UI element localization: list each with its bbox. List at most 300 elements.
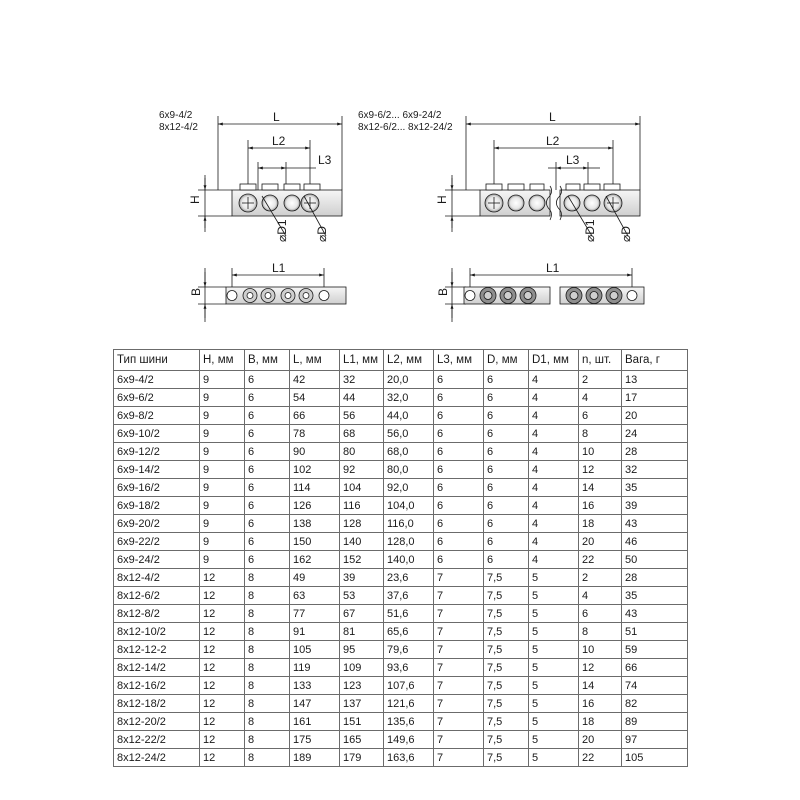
busbar-type-cell: 8x12-20/2 bbox=[114, 713, 200, 731]
right-caption-line1: 6x9-6/2... 6x9-24/2 bbox=[358, 110, 442, 121]
table-cell: 104 bbox=[340, 479, 384, 497]
table-cell: 104,0 bbox=[384, 497, 434, 515]
table-cell: 5 bbox=[529, 623, 579, 641]
table-cell: 5 bbox=[529, 695, 579, 713]
table-cell: 7,5 bbox=[484, 569, 529, 587]
table-cell: 12 bbox=[579, 659, 622, 677]
left-label-D1: ⌀D1 bbox=[275, 219, 289, 242]
table-cell: 66 bbox=[290, 407, 340, 425]
table-cell: 51 bbox=[622, 623, 688, 641]
table-cell: 54 bbox=[290, 389, 340, 407]
table-cell: 77 bbox=[290, 605, 340, 623]
table-cell: 189 bbox=[290, 749, 340, 767]
table-cell: 5 bbox=[529, 605, 579, 623]
table-row bbox=[114, 515, 688, 533]
right-label-D1: ⌀D1 bbox=[583, 219, 597, 242]
table-cell: 6 bbox=[245, 497, 290, 515]
left-label-L2: L2 bbox=[272, 134, 286, 148]
table-cell: 56,0 bbox=[384, 425, 434, 443]
table-cell: 7,5 bbox=[484, 587, 529, 605]
column-header: H, мм bbox=[200, 350, 245, 371]
table-cell: 7 bbox=[434, 587, 484, 605]
table-cell: 8 bbox=[245, 695, 290, 713]
busbar-type-cell: 6x9-16/2 bbox=[114, 479, 200, 497]
table-cell: 6 bbox=[434, 551, 484, 569]
column-header: L3, мм bbox=[434, 350, 484, 371]
table-cell: 12 bbox=[200, 677, 245, 695]
table-cell: 7,5 bbox=[484, 659, 529, 677]
table-cell: 6 bbox=[434, 479, 484, 497]
table-cell: 105 bbox=[622, 749, 688, 767]
table-cell: 9 bbox=[200, 461, 245, 479]
table-cell: 92 bbox=[340, 461, 384, 479]
busbar-type-cell: 6x9-12/2 bbox=[114, 443, 200, 461]
drawings-svg bbox=[0, 0, 800, 345]
right-label-L2: L2 bbox=[546, 134, 560, 148]
table-cell: 6 bbox=[434, 425, 484, 443]
table-cell: 16 bbox=[579, 695, 622, 713]
table-row bbox=[114, 443, 688, 461]
table-cell: 8 bbox=[245, 569, 290, 587]
right-label-L3: L3 bbox=[566, 153, 580, 167]
table-cell: 163,6 bbox=[384, 749, 434, 767]
table-row bbox=[114, 587, 688, 605]
table-cell: 6 bbox=[434, 497, 484, 515]
table-cell: 5 bbox=[529, 641, 579, 659]
left-label-H: H bbox=[188, 195, 202, 204]
table-cell: 4 bbox=[529, 551, 579, 569]
table-cell: 51,6 bbox=[384, 605, 434, 623]
table-cell: 32 bbox=[340, 371, 384, 389]
table-cell: 43 bbox=[622, 515, 688, 533]
table-row bbox=[114, 713, 688, 731]
table-cell: 7 bbox=[434, 605, 484, 623]
table-body bbox=[114, 371, 688, 767]
table-cell: 6 bbox=[434, 515, 484, 533]
table-cell: 102 bbox=[290, 461, 340, 479]
table-cell: 6 bbox=[484, 407, 529, 425]
table-cell: 32 bbox=[622, 461, 688, 479]
table-cell: 12 bbox=[200, 731, 245, 749]
table-cell: 7,5 bbox=[484, 641, 529, 659]
table-cell: 7,5 bbox=[484, 695, 529, 713]
column-header: n, шт. bbox=[579, 350, 622, 371]
busbar-type-cell: 8x12-8/2 bbox=[114, 605, 200, 623]
table-cell: 7,5 bbox=[484, 713, 529, 731]
table-cell: 14 bbox=[579, 479, 622, 497]
table-cell: 6 bbox=[245, 551, 290, 569]
table-cell: 9 bbox=[200, 371, 245, 389]
table-cell: 6 bbox=[245, 389, 290, 407]
busbar-type-cell: 6x9-22/2 bbox=[114, 533, 200, 551]
table-cell: 12 bbox=[579, 461, 622, 479]
table-row bbox=[114, 371, 688, 389]
table-cell: 109 bbox=[340, 659, 384, 677]
table-cell: 35 bbox=[622, 479, 688, 497]
table-cell: 128,0 bbox=[384, 533, 434, 551]
table-cell: 123 bbox=[340, 677, 384, 695]
table-cell: 4 bbox=[529, 407, 579, 425]
table-cell: 28 bbox=[622, 443, 688, 461]
table-cell: 82 bbox=[622, 695, 688, 713]
table-cell: 6 bbox=[434, 371, 484, 389]
table-cell: 7 bbox=[434, 569, 484, 587]
table-cell: 12 bbox=[200, 605, 245, 623]
table-cell: 8 bbox=[579, 425, 622, 443]
column-header: L2, мм bbox=[384, 350, 434, 371]
table-cell: 6 bbox=[245, 461, 290, 479]
table-cell: 37,6 bbox=[384, 587, 434, 605]
table-row bbox=[114, 749, 688, 767]
table-cell: 150 bbox=[290, 533, 340, 551]
table-cell: 8 bbox=[245, 641, 290, 659]
table-cell: 133 bbox=[290, 677, 340, 695]
table-row bbox=[114, 695, 688, 713]
table-cell: 5 bbox=[529, 569, 579, 587]
table-cell: 5 bbox=[529, 587, 579, 605]
table-cell: 116 bbox=[340, 497, 384, 515]
table-cell: 6 bbox=[484, 479, 529, 497]
table-cell: 12 bbox=[200, 659, 245, 677]
column-header: L, мм bbox=[290, 350, 340, 371]
left-caption-line2: 8x12-4/2 bbox=[159, 122, 198, 133]
table-cell: 6 bbox=[245, 371, 290, 389]
busbar-type-cell: 8x12-4/2 bbox=[114, 569, 200, 587]
table-cell: 67 bbox=[340, 605, 384, 623]
left-label-B: B bbox=[189, 287, 203, 296]
right-label-B: B bbox=[436, 287, 450, 296]
table-cell: 12 bbox=[200, 641, 245, 659]
table-cell: 151 bbox=[340, 713, 384, 731]
table-cell: 175 bbox=[290, 731, 340, 749]
left-label-L1: L1 bbox=[272, 261, 286, 275]
table-row bbox=[114, 623, 688, 641]
table-cell: 6 bbox=[434, 533, 484, 551]
table-cell: 89 bbox=[622, 713, 688, 731]
table-cell: 6 bbox=[245, 533, 290, 551]
table-cell: 49 bbox=[290, 569, 340, 587]
table-cell: 5 bbox=[529, 713, 579, 731]
table-cell: 9 bbox=[200, 551, 245, 569]
table-cell: 128 bbox=[340, 515, 384, 533]
table-cell: 43 bbox=[622, 605, 688, 623]
busbar-type-cell: 8x12-14/2 bbox=[114, 659, 200, 677]
table-cell: 7 bbox=[434, 677, 484, 695]
table-cell: 18 bbox=[579, 713, 622, 731]
table-cell: 93,6 bbox=[384, 659, 434, 677]
table-cell: 116,0 bbox=[384, 515, 434, 533]
table-row bbox=[114, 731, 688, 749]
table-cell: 9 bbox=[200, 533, 245, 551]
table-cell: 68,0 bbox=[384, 443, 434, 461]
table-cell: 56 bbox=[340, 407, 384, 425]
table-cell: 4 bbox=[529, 389, 579, 407]
table-cell: 114 bbox=[290, 479, 340, 497]
table-cell: 23,6 bbox=[384, 569, 434, 587]
busbar-type-cell: 8x12-22/2 bbox=[114, 731, 200, 749]
table-cell: 162 bbox=[290, 551, 340, 569]
table-cell: 6 bbox=[245, 479, 290, 497]
table-cell: 6 bbox=[484, 425, 529, 443]
table-cell: 137 bbox=[340, 695, 384, 713]
table-cell: 12 bbox=[200, 695, 245, 713]
busbar-type-cell: 6x9-8/2 bbox=[114, 407, 200, 425]
table-cell: 8 bbox=[245, 659, 290, 677]
table-row bbox=[114, 677, 688, 695]
table-cell: 28 bbox=[622, 569, 688, 587]
busbar-type-cell: 8x12-6/2 bbox=[114, 587, 200, 605]
table-cell: 7,5 bbox=[484, 623, 529, 641]
table-row bbox=[114, 389, 688, 407]
table-cell: 107,6 bbox=[384, 677, 434, 695]
header-row bbox=[114, 350, 688, 371]
table-cell: 5 bbox=[529, 749, 579, 767]
left-caption-line1: 6x9-4/2 bbox=[159, 110, 193, 121]
busbar-type-cell: 8x12-16/2 bbox=[114, 677, 200, 695]
table-cell: 17 bbox=[622, 389, 688, 407]
table-cell: 78 bbox=[290, 425, 340, 443]
table-cell: 7 bbox=[434, 659, 484, 677]
table-cell: 6 bbox=[245, 425, 290, 443]
column-header: Тип шини bbox=[114, 350, 200, 371]
table-cell: 22 bbox=[579, 749, 622, 767]
table-cell: 91 bbox=[290, 623, 340, 641]
busbar-type-cell: 8x12-18/2 bbox=[114, 695, 200, 713]
right-label-L: L bbox=[549, 110, 556, 124]
table-cell: 4 bbox=[529, 461, 579, 479]
table-cell: 6 bbox=[434, 407, 484, 425]
table-cell: 8 bbox=[245, 587, 290, 605]
table-row bbox=[114, 479, 688, 497]
specifications-table bbox=[113, 349, 688, 767]
table-cell: 42 bbox=[290, 371, 340, 389]
table-cell: 140 bbox=[340, 533, 384, 551]
table-cell: 4 bbox=[529, 533, 579, 551]
table-cell: 4 bbox=[529, 371, 579, 389]
table-cell: 147 bbox=[290, 695, 340, 713]
table-cell: 32,0 bbox=[384, 389, 434, 407]
table-cell: 9 bbox=[200, 443, 245, 461]
table-cell: 6 bbox=[579, 605, 622, 623]
table-cell: 20 bbox=[579, 731, 622, 749]
table-cell: 6 bbox=[245, 515, 290, 533]
table-cell: 135,6 bbox=[384, 713, 434, 731]
table-cell: 7,5 bbox=[484, 731, 529, 749]
right-label-D: ⌀D bbox=[619, 226, 633, 242]
table-cell: 2 bbox=[579, 371, 622, 389]
table-cell: 10 bbox=[579, 641, 622, 659]
table-cell: 8 bbox=[245, 677, 290, 695]
table-cell: 8 bbox=[245, 605, 290, 623]
table-cell: 20 bbox=[579, 533, 622, 551]
table-cell: 4 bbox=[529, 479, 579, 497]
table-cell: 6 bbox=[484, 551, 529, 569]
table-cell: 7,5 bbox=[484, 677, 529, 695]
busbar-type-cell: 6x9-24/2 bbox=[114, 551, 200, 569]
table-cell: 13 bbox=[622, 371, 688, 389]
busbar-type-cell: 6x9-6/2 bbox=[114, 389, 200, 407]
busbar-type-cell: 6x9-14/2 bbox=[114, 461, 200, 479]
table-cell: 6 bbox=[484, 461, 529, 479]
table-cell: 6 bbox=[484, 389, 529, 407]
table-row bbox=[114, 497, 688, 515]
table-cell: 9 bbox=[200, 479, 245, 497]
table-header bbox=[114, 350, 688, 371]
table-cell: 8 bbox=[245, 713, 290, 731]
table-cell: 6 bbox=[434, 389, 484, 407]
table-cell: 10 bbox=[579, 443, 622, 461]
table-cell: 6 bbox=[484, 497, 529, 515]
busbar-type-cell: 8x12-12-2 bbox=[114, 641, 200, 659]
table-cell: 9 bbox=[200, 497, 245, 515]
column-header: D1, мм bbox=[529, 350, 579, 371]
table-cell: 4 bbox=[579, 587, 622, 605]
table-cell: 12 bbox=[200, 749, 245, 767]
table-cell: 6 bbox=[579, 407, 622, 425]
table-cell: 59 bbox=[622, 641, 688, 659]
table-cell: 39 bbox=[622, 497, 688, 515]
table-cell: 6 bbox=[245, 443, 290, 461]
table-cell: 5 bbox=[529, 659, 579, 677]
table-cell: 35 bbox=[622, 587, 688, 605]
busbar-type-cell: 6x9-20/2 bbox=[114, 515, 200, 533]
table-cell: 7 bbox=[434, 713, 484, 731]
table-cell: 8 bbox=[579, 623, 622, 641]
table-cell: 63 bbox=[290, 587, 340, 605]
table-cell: 9 bbox=[200, 389, 245, 407]
table-cell: 179 bbox=[340, 749, 384, 767]
table-cell: 68 bbox=[340, 425, 384, 443]
left-label-L3: L3 bbox=[318, 153, 332, 167]
table-row bbox=[114, 533, 688, 551]
busbar-type-cell: 6x9-10/2 bbox=[114, 425, 200, 443]
table-cell: 97 bbox=[622, 731, 688, 749]
table-cell: 9 bbox=[200, 425, 245, 443]
table-cell: 53 bbox=[340, 587, 384, 605]
table-cell: 7 bbox=[434, 695, 484, 713]
table-cell: 12 bbox=[200, 713, 245, 731]
table-cell: 44,0 bbox=[384, 407, 434, 425]
table-cell: 95 bbox=[340, 641, 384, 659]
table-cell: 7,5 bbox=[484, 749, 529, 767]
table-cell: 161 bbox=[290, 713, 340, 731]
table-cell: 4 bbox=[529, 515, 579, 533]
column-header: B, мм bbox=[245, 350, 290, 371]
right-caption-line2: 8x12-6/2... 8x12-24/2 bbox=[358, 122, 453, 133]
right-label-H: H bbox=[435, 195, 449, 204]
table-cell: 6 bbox=[434, 461, 484, 479]
table-cell: 140,0 bbox=[384, 551, 434, 569]
table-cell: 4 bbox=[529, 425, 579, 443]
table-cell: 149,6 bbox=[384, 731, 434, 749]
column-header: D, мм bbox=[484, 350, 529, 371]
table-cell: 7 bbox=[434, 623, 484, 641]
table-cell: 6 bbox=[434, 443, 484, 461]
table-cell: 2 bbox=[579, 569, 622, 587]
table-cell: 81 bbox=[340, 623, 384, 641]
table-cell: 7,5 bbox=[484, 605, 529, 623]
table-cell: 20,0 bbox=[384, 371, 434, 389]
table-cell: 4 bbox=[529, 497, 579, 515]
table-cell: 6 bbox=[484, 533, 529, 551]
table-row bbox=[114, 605, 688, 623]
table-cell: 9 bbox=[200, 407, 245, 425]
table-cell: 16 bbox=[579, 497, 622, 515]
table-cell: 24 bbox=[622, 425, 688, 443]
table-cell: 6 bbox=[484, 443, 529, 461]
table-cell: 14 bbox=[579, 677, 622, 695]
right-front-view bbox=[445, 116, 644, 322]
table-cell: 8 bbox=[245, 749, 290, 767]
left-label-D: ⌀D bbox=[315, 226, 329, 242]
busbar-type-cell: 8x12-10/2 bbox=[114, 623, 200, 641]
table-row bbox=[114, 461, 688, 479]
table-cell: 80,0 bbox=[384, 461, 434, 479]
table-cell: 9 bbox=[200, 515, 245, 533]
table-cell: 152 bbox=[340, 551, 384, 569]
table-cell: 126 bbox=[290, 497, 340, 515]
table-cell: 165 bbox=[340, 731, 384, 749]
table-cell: 22 bbox=[579, 551, 622, 569]
table-cell: 92,0 bbox=[384, 479, 434, 497]
table-cell: 138 bbox=[290, 515, 340, 533]
table-cell: 4 bbox=[579, 389, 622, 407]
table-row bbox=[114, 407, 688, 425]
table-cell: 7 bbox=[434, 731, 484, 749]
busbar-type-cell: 6x9-4/2 bbox=[114, 371, 200, 389]
column-header: L1, мм bbox=[340, 350, 384, 371]
table-cell: 46 bbox=[622, 533, 688, 551]
table-cell: 20 bbox=[622, 407, 688, 425]
technical-drawings bbox=[0, 0, 800, 345]
column-header: Вага, г bbox=[622, 350, 688, 371]
left-label-L: L bbox=[273, 110, 280, 124]
table-cell: 119 bbox=[290, 659, 340, 677]
table-cell: 12 bbox=[200, 623, 245, 641]
table-cell: 80 bbox=[340, 443, 384, 461]
table-cell: 8 bbox=[245, 731, 290, 749]
table-row bbox=[114, 659, 688, 677]
table-cell: 44 bbox=[340, 389, 384, 407]
table-cell: 39 bbox=[340, 569, 384, 587]
busbar-type-cell: 8x12-24/2 bbox=[114, 749, 200, 767]
table-cell: 90 bbox=[290, 443, 340, 461]
table-row bbox=[114, 641, 688, 659]
table-cell: 50 bbox=[622, 551, 688, 569]
table-cell: 105 bbox=[290, 641, 340, 659]
table-cell: 74 bbox=[622, 677, 688, 695]
table-cell: 121,6 bbox=[384, 695, 434, 713]
table-cell: 65,6 bbox=[384, 623, 434, 641]
table-row bbox=[114, 551, 688, 569]
table-cell: 18 bbox=[579, 515, 622, 533]
table-cell: 7 bbox=[434, 749, 484, 767]
table-cell: 7 bbox=[434, 641, 484, 659]
table-cell: 79,6 bbox=[384, 641, 434, 659]
table-cell: 12 bbox=[200, 569, 245, 587]
right-label-L1: L1 bbox=[546, 261, 560, 275]
table-cell: 5 bbox=[529, 731, 579, 749]
table-cell: 8 bbox=[245, 623, 290, 641]
table-cell: 6 bbox=[484, 371, 529, 389]
table-cell: 66 bbox=[622, 659, 688, 677]
table-cell: 6 bbox=[484, 515, 529, 533]
table-row bbox=[114, 425, 688, 443]
table-row bbox=[114, 569, 688, 587]
table-cell: 5 bbox=[529, 677, 579, 695]
table-cell: 4 bbox=[529, 443, 579, 461]
table-cell: 6 bbox=[245, 407, 290, 425]
